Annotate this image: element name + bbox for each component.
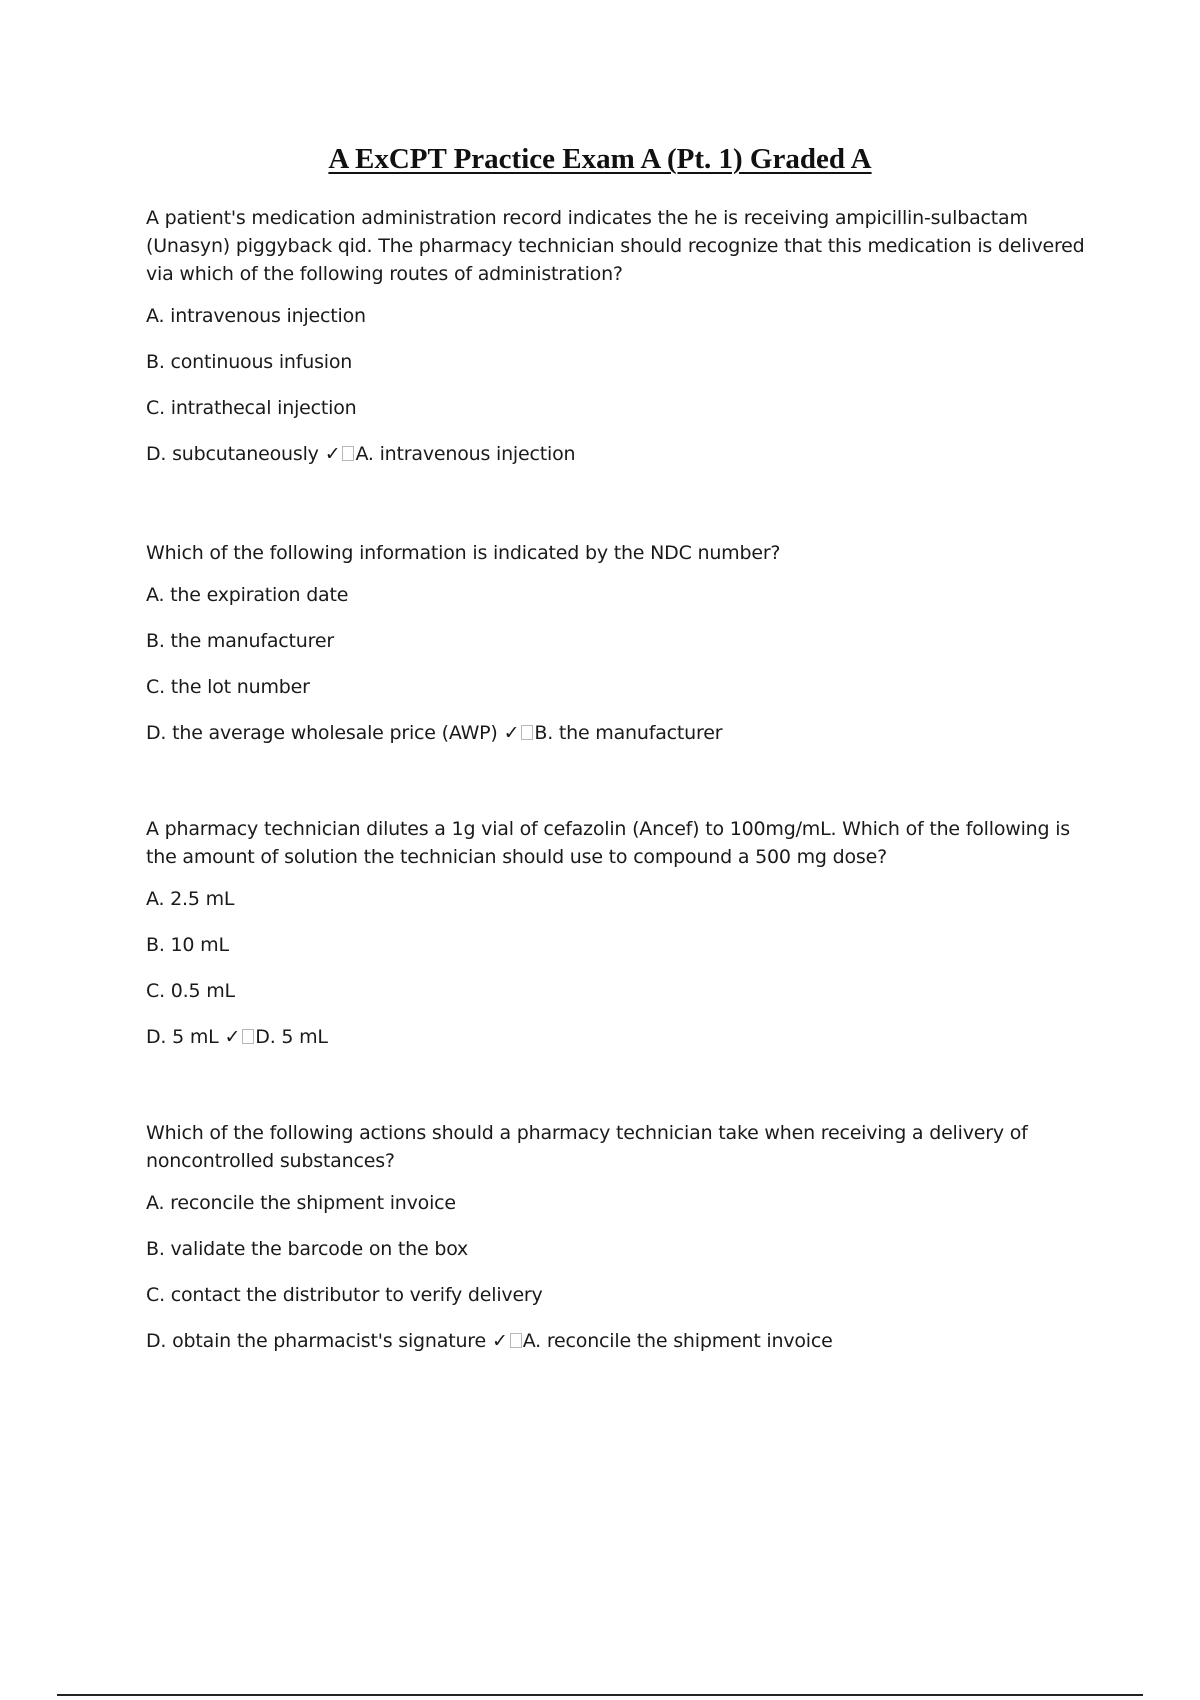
answer-text: B. the manufacturer xyxy=(534,722,723,744)
option-b: B. continuous infusion xyxy=(146,351,353,373)
option-d: D. obtain the pharmacist's signature xyxy=(146,1330,486,1352)
question-2 xyxy=(146,539,1086,747)
question-stem: A pharmacy technician dilutes a 1g vial of cefazolin (Ancef) to 100mg/mL. Which of the following is the amount of solution the technician should use to compound a 500 mg dose? xyxy=(146,818,1070,868)
option-c: C. 0.5 mL xyxy=(146,980,235,1002)
option-b: B. validate the barcode on the box xyxy=(146,1238,469,1260)
question-1 xyxy=(146,204,1086,468)
option-a: A. reconcile the shipment invoice xyxy=(146,1192,456,1214)
option-b: B. the manufacturer xyxy=(146,630,334,652)
option-d-with-answer xyxy=(146,1023,1086,1051)
option-a: A. 2.5 mL xyxy=(146,888,235,910)
option-a: A. the expiration date xyxy=(146,584,349,606)
option-c: C. intrathecal injection xyxy=(146,397,357,419)
option-a: A. intravenous injection xyxy=(146,305,366,327)
question-stem: Which of the following information is indicated by the NDC number? xyxy=(146,542,781,564)
empty-box-icon xyxy=(510,1333,522,1348)
option-d-with-answer xyxy=(146,719,1086,747)
answer-text: D. 5 mL xyxy=(255,1026,328,1048)
check-mark-icon: ✓ xyxy=(324,443,341,465)
question-4 xyxy=(146,1119,1086,1355)
check-mark-icon: ✓ xyxy=(503,722,520,744)
answer-text: A. intravenous injection xyxy=(355,443,576,465)
question-stem: Which of the following actions should a pharmacy technician take when receiving a delivery of noncontrolled substances? xyxy=(146,1122,1028,1172)
question-3 xyxy=(146,815,1086,1051)
question-stem: A patient's medication administration record indicates the he is receiving ampicillin-sulbactam (Unasyn) piggyback qid. The pharmacy technician should recognize that this medication is delivered via which of the following routes of administration? xyxy=(146,207,1085,285)
option-d-with-answer xyxy=(146,440,1086,468)
option-c: C. contact the distributor to verify delivery xyxy=(146,1284,543,1306)
empty-box-icon xyxy=(342,446,354,461)
option-c: C. the lot number xyxy=(146,676,310,698)
option-d: D. subcutaneously xyxy=(146,443,319,465)
empty-box-icon xyxy=(242,1029,254,1044)
check-mark-icon: ✓ xyxy=(491,1330,508,1352)
footer-divider xyxy=(57,1694,1143,1696)
empty-box-icon xyxy=(521,725,533,740)
option-d: D. 5 mL xyxy=(146,1026,219,1048)
document-title: A ExCPT Practice Exam A (Pt. 1) Graded A xyxy=(328,143,872,175)
answer-text: A. reconcile the shipment invoice xyxy=(522,1330,833,1352)
option-d: D. the average wholesale price (AWP) xyxy=(146,722,498,744)
option-b: B. 10 mL xyxy=(146,934,229,956)
check-mark-icon: ✓ xyxy=(224,1026,241,1048)
option-d-with-answer xyxy=(146,1327,1086,1355)
